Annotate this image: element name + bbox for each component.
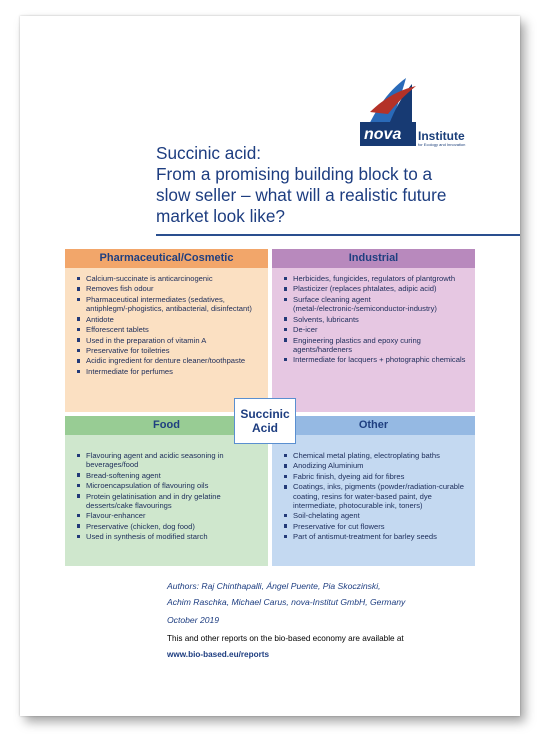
- list-item: Intermediate for lacquers + photographic chemicals: [284, 355, 467, 364]
- authors-line: Achim Raschka, Michael Carus, nova-Institut GmbH, Germany: [167, 596, 406, 607]
- list-item: Used in the preparation of vitamin A: [77, 336, 260, 345]
- list-item: Protein gelatinisation and in dry gelatine desserts/cake flavourings: [77, 492, 260, 510]
- list-item: Removes fish odour: [77, 284, 260, 293]
- center-label-succinic-acid: [234, 398, 296, 444]
- authors-text: [167, 579, 497, 610]
- quadrant-heading: Other: [272, 416, 475, 435]
- quadrant-list: [272, 435, 475, 541]
- list-item: Flavouring agent and acidic seasoning in beverages/food: [77, 451, 260, 469]
- quadrant-industrial: [272, 249, 475, 412]
- list-item: De-icer: [284, 325, 467, 334]
- title-line: Succinic acid:: [156, 143, 262, 163]
- list-item: Plasticizer (replaces phtalates, adipic acid): [284, 284, 467, 293]
- report-cover: [20, 16, 520, 716]
- availability-note: This and other reports on the bio-based economy are available at: [167, 634, 404, 643]
- list-item: Efforescent tablets: [77, 325, 260, 334]
- center-label-line: Succinic: [240, 407, 290, 421]
- title-line: market look like?: [156, 206, 285, 226]
- list-item: Microencapsulation of flavouring oils: [77, 481, 260, 490]
- quadrant-heading: Industrial: [272, 249, 475, 268]
- list-item: Solvents, lubricants: [284, 315, 467, 324]
- authors-line: Authors: Raj Chinthapalli, Ángel Puente, Pia Skoczinski,: [167, 581, 381, 591]
- reports-link[interactable]: www.bio-based.eu/reports: [167, 650, 270, 659]
- publication-date: October 2019: [167, 615, 220, 625]
- list-item: Flavour-enhancer: [77, 511, 260, 520]
- list-item: Calcium-succinate is anticarcinogenic: [77, 274, 260, 283]
- list-item: Intermediate for perfumes: [77, 367, 260, 376]
- logo-wordmark: nova: [364, 126, 402, 143]
- logo-institute-label: Institute: [418, 129, 465, 143]
- list-item: Engineering plastics and epoxy curing agents/hardeners: [284, 336, 467, 354]
- list-item: Chemical metal plating, electroplating baths: [284, 451, 467, 460]
- list-item: Used in synthesis of modified starch: [77, 532, 260, 541]
- list-item: Herbicides, fungicides, regulators of plantgrowth: [284, 274, 467, 283]
- list-item: Coatings, inks, pigments (powder/radiation-curable coating, resins for water-based paint, dye intermediate, photocurable ink, toners): [284, 482, 467, 509]
- list-item: Bread-softening agent: [77, 471, 260, 480]
- title-line: slow seller – what will a realistic future: [156, 185, 447, 205]
- list-item: Part of antismut-treatment for barley seeds: [284, 532, 467, 541]
- quadrant-list: [65, 268, 268, 376]
- list-item: Antidote: [77, 315, 260, 324]
- quadrant-list: [65, 435, 268, 541]
- quadrant-heading: Food: [65, 416, 268, 435]
- quadrant-heading: Pharmaceutical/Cosmetic: [65, 249, 268, 268]
- list-item: Anodizing Aluminium: [284, 461, 467, 470]
- list-item: Preservative for toiletries: [77, 346, 260, 355]
- list-item: Soil-chelating agent: [284, 511, 467, 520]
- quadrant-other: [272, 416, 475, 566]
- logo-subtitle: for Ecology and Innovation: [418, 142, 466, 147]
- quadrant-list: [272, 268, 475, 364]
- list-item: Preservative for cut flowers: [284, 522, 467, 531]
- nova-institute-logo: [360, 78, 500, 148]
- list-item: Preservative (chicken, dog food): [77, 522, 260, 531]
- center-label-line: Acid: [251, 421, 278, 435]
- quadrant-pharmaceutical-cosmetic: [65, 249, 268, 412]
- list-item: Acidic ingredient for denture cleaner/toothpaste: [77, 356, 260, 365]
- list-item: Surface cleaning agent (metal-/electronic-/semiconductor-industry): [284, 295, 467, 313]
- report-title: [156, 143, 496, 227]
- title-line: From a promising building block to a: [156, 164, 433, 184]
- list-item: Fabric finish, dyeing aid for fibres: [284, 472, 467, 481]
- list-item: Pharmaceutical intermediates (sedatives, antiphlegm/-phogistics, antibacterial, disinfectant): [77, 295, 260, 313]
- title-divider: [156, 234, 520, 236]
